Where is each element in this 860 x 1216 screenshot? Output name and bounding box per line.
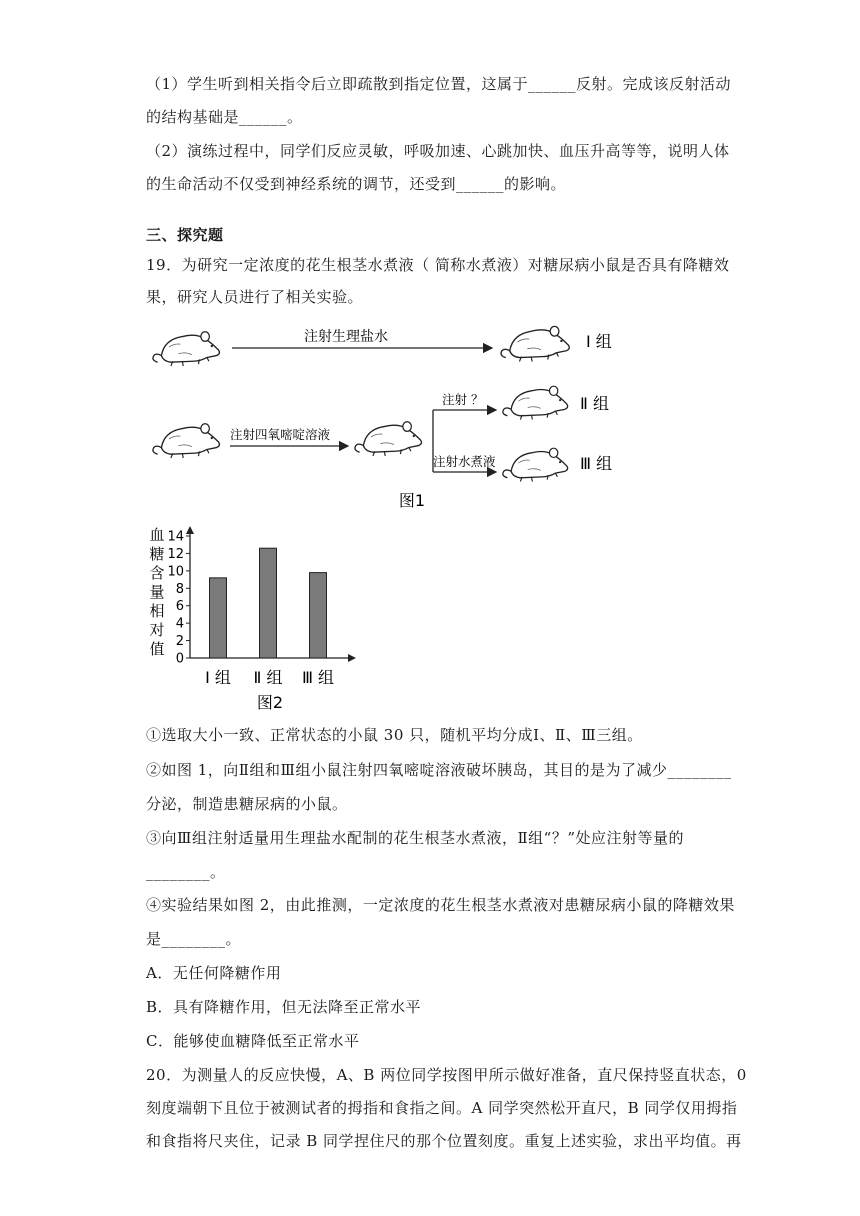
section-heading: 三、探究题 — [146, 226, 224, 244]
y-axis-label-char: 对 — [149, 621, 165, 639]
y-tick-label: 10 — [167, 564, 184, 580]
option-a: A．无任何降糖作用 — [146, 964, 282, 982]
y-tick-label: 2 — [175, 634, 184, 650]
y-axis-label-char: 值 — [149, 640, 165, 658]
y-tick-label: 14 — [167, 529, 184, 545]
mouse-icon — [153, 332, 220, 366]
mouse-icon — [153, 424, 220, 458]
figure-2-chart — [146, 524, 376, 716]
y-axis-arrow — [186, 526, 194, 534]
y-axis-label-char: 糖 — [149, 545, 165, 563]
q19-step2-line2: 分泌，制造患糖尿病的小鼠。 — [146, 795, 348, 813]
y-axis-label-char: 量 — [149, 583, 165, 601]
q19-step4-line1: ④实验结果如图 2，由此推测，一定浓度的花生根茎水煮液对患糖尿病小鼠的降糖效果 — [146, 896, 735, 914]
x-axis-arrow — [348, 654, 356, 662]
figure-2-caption: 图2 — [256, 693, 284, 712]
y-tick-label: 0 — [175, 651, 184, 667]
bar — [310, 573, 327, 658]
group-1-label: Ⅰ 组 — [586, 332, 612, 351]
y-tick-label: 4 — [175, 616, 184, 632]
y-axis-label-char: 血 — [149, 526, 165, 544]
q18-part1-line1: （1）学生听到相关指令后立即疏散到指定位置，这属于______反射。完成该反射活动 — [146, 75, 732, 93]
mouse-icon — [503, 386, 568, 419]
q19-step1: ①选取大小一致、正常状态的小鼠 30 只，随机平均分成Ⅰ、Ⅱ、Ⅲ三组。 — [146, 726, 643, 744]
mouse-icon — [501, 326, 569, 361]
q19-stem-line1: 19．为研究一定浓度的花生根茎水煮液（ 简称水煮液）对糖尿病小鼠是否具有降糖效 — [146, 256, 730, 274]
q19-step2-line1: ②如图 1，向Ⅱ组和Ⅲ组小鼠注射四氧嘧啶溶液破坏胰岛，其目的是为了减少________ — [146, 761, 732, 779]
arrow-label-alloxan: 注射四氧嘧啶溶液 — [230, 427, 331, 442]
q20-stem-line1: 20．为测量人的反应快慢，A、B 两位同学按图甲所示做好准备，直尺保持竖直状态，0 — [146, 1066, 747, 1084]
group-3-label: Ⅲ 组 — [580, 454, 613, 473]
y-axis-label-char: 含 — [149, 564, 165, 582]
branch-label-extract: 注射水煮液 — [433, 454, 496, 469]
q19-step3-line1: ③向Ⅲ组注射适量用生理盐水配制的花生根茎水煮液，Ⅱ组“？”处应注射等量的 — [146, 829, 685, 847]
q18-part2-line2: 的生命活动不仅受到神经系统的调节，还受到______的影响。 — [146, 175, 567, 193]
branch-label-unknown: 注射 ？ — [442, 392, 484, 407]
q20-stem-line3: 和食指将尺夹住，记录 B 同学捏住尺的那个位置刻度。重复上述实验，求出平均值。再 — [146, 1132, 742, 1150]
bar — [260, 548, 277, 658]
option-c: C．能够使血糖降低至正常水平 — [146, 1032, 360, 1050]
mouse-icon — [503, 448, 568, 481]
q18-part1-line2: 的结构基础是______。 — [146, 108, 303, 126]
y-axis-label — [149, 526, 164, 658]
y-axis-label-char: 相 — [149, 602, 165, 620]
q19-step3-line2: ________。 — [146, 863, 226, 881]
x-category-label: Ⅰ 组 — [205, 668, 231, 687]
option-b: B．具有降糖作用，但无法降至正常水平 — [146, 998, 422, 1016]
x-category-label: Ⅲ 组 — [301, 668, 335, 687]
mouse-icon — [355, 422, 422, 456]
y-tick-label: 12 — [167, 546, 184, 562]
arrow-label-saline: 注射生理盐水 — [304, 329, 388, 345]
x-category-label: Ⅱ 组 — [253, 668, 283, 687]
q20-stem-line2: 刻度端朝下且位于被测试者的拇指和食指之间。A 同学突然松开直尺，B 同学仅用拇指 — [146, 1099, 738, 1117]
q19-stem-line2: 果，研究人员进行了相关实验。 — [146, 288, 364, 306]
q18-part2-line1: （2）演练过程中，同学们反应灵敏，呼吸加速、心跳加快、血压升高等等，说明人体 — [146, 142, 730, 160]
bar — [210, 578, 227, 658]
figure-1-diagram — [146, 310, 646, 515]
figure-1-caption: 图1 — [398, 491, 426, 510]
q19-step4-line2: 是________。 — [146, 930, 242, 948]
y-tick-label: 8 — [175, 581, 184, 597]
group-2-label: Ⅱ 组 — [580, 394, 609, 413]
y-tick-label: 6 — [175, 599, 184, 615]
